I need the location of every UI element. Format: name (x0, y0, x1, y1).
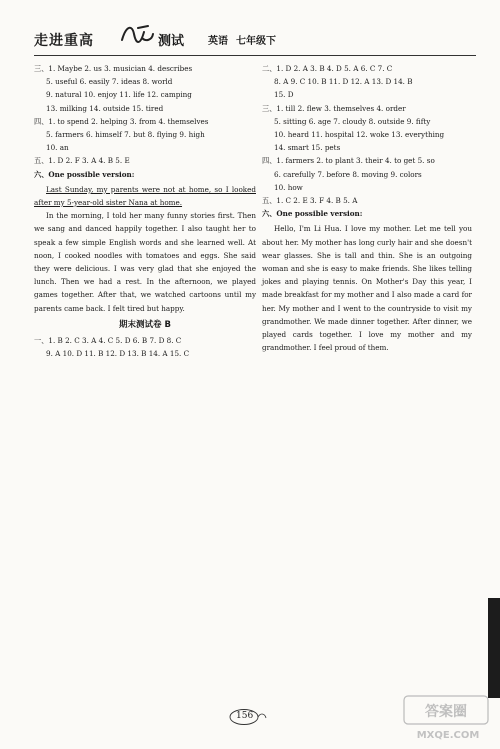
watermark-logo (400, 690, 495, 745)
answer-line: 二、1. D 2. A 3. B 4. D 5. A 6. C 7. C (262, 64, 393, 73)
header-divider (34, 55, 476, 56)
edge-tab (488, 598, 500, 698)
answer-line: 5. useful 6. easily 7. ideas 8. world (46, 77, 173, 87)
page-number-badge (228, 708, 268, 726)
answer-line: 四、1. to spend 2. helping 3. from 4. themselves (34, 116, 209, 126)
brand-title: 走进重高 (34, 33, 94, 49)
answer-line: 四、1. farmers 2. to plant 3. their 4. to get 5. so (262, 156, 435, 166)
answer-line: 15. D (274, 90, 294, 100)
subject-label: 英语 (208, 36, 228, 47)
answer-line: 9. natural 10. enjoy 11. life 12. camping (46, 90, 192, 100)
answer-line: 六、One possible version: (34, 169, 135, 179)
grade-label: 七年级下 (236, 36, 276, 47)
answer-line: 9. A 10. D 11. B 12. D 13. B 14. A 15. C (46, 349, 190, 359)
essay-paragraph: In the morning, I told her many funny stories first. Then we sang and danced happily together. I also taught her to speak a few simple English words and she learned well. At noon, I cooked noodles with tomatoes and eggs. She said they were delicious. I was very glad that she enjoyed the lunch. Then we had a rest. In the afternoon, we played games together. After that, we watched cartoons until my parents came back. I felt tired but happy. (34, 211, 256, 313)
watermark-icon (400, 690, 495, 745)
essay-paragraph: Last Sunday, my parents were not at home, so I looked after my 5-year-old sister Nana at home. (34, 184, 256, 208)
svg-text:MXQE.COM: MXQE.COM (416, 730, 480, 741)
answer-line: 三、1. Maybe 2. us 3. musician 4. describes (34, 64, 193, 73)
answer-line: 10. how (274, 182, 303, 192)
exam-b-title: 期末测试卷 B (119, 319, 171, 330)
right-column (262, 62, 472, 354)
answer-line: 6. carefully 7. before 8. moving 9. colors (274, 169, 422, 179)
answer-line: 5. farmers 6. himself 7. but 8. flying 9. high (46, 130, 205, 140)
answer-line: 三、1. till 2. flew 3. themselves 4. order (262, 103, 406, 113)
calligraphy-logo-icon (118, 20, 156, 50)
answer-line: 10. heard 11. hospital 12. woke 13. everything (274, 130, 445, 140)
brand-subtitle: 测试 (158, 34, 185, 49)
answer-line: 六、One possible version: (262, 209, 363, 219)
answer-line: 5. sitting 6. age 7. cloudy 8. outside 9. fifty (274, 116, 431, 126)
answer-line: 13. milking 14. outside 15. tired (46, 103, 164, 113)
left-column (34, 62, 256, 360)
page-number: 156 (236, 711, 254, 721)
answer-line: 一、1. B 2. C 3. A 4. C 5. D 6. B 7. D 8. C (34, 336, 182, 346)
essay-paragraph: Hello, I'm Li Hua. I love my mother. Let me tell you about her. My mother has long curly hair and she doesn't wear glasses. She is tall and thin. She is an outgoing woman and she is easy to make friends. She likes telling jokes and playing tennis. On Mother's Day this year, I made breakfast for my mother and I also made a card for her. My mother and I went to the countryside to visit my grandmother. We made dinner together. After dinner, we played cards together. I love my mother and my grandmother. I feel proud of them. (262, 224, 472, 353)
answer-line: 8. A 9. C 10. B 11. D 12. A 13. D 14. B (274, 77, 413, 87)
answer-line: 14. smart 15. pets (274, 143, 341, 153)
answer-line: 五、1. C 2. E 3. F 4. B 5. A (262, 196, 358, 206)
page-header (34, 28, 284, 50)
answer-line: 五、1. D 2. F 3. A 4. B 5. E (34, 156, 130, 166)
answer-line: 10. an (46, 143, 69, 153)
svg-text:答案圈: 答案圈 (425, 704, 467, 720)
